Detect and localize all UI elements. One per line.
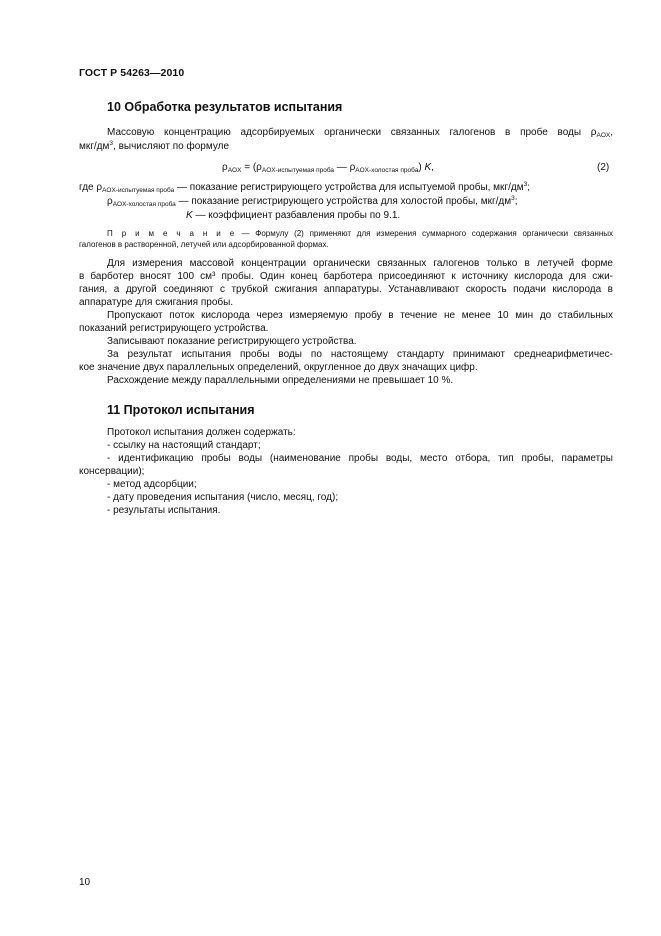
protocol-item-continuation: консервации); bbox=[79, 466, 145, 477]
page-number: 10 bbox=[79, 877, 91, 888]
para2-line-2: показаний регистрирующего устройства. bbox=[79, 323, 269, 334]
formula-number: (2) bbox=[597, 162, 610, 173]
section-11-title: 11 Протокол испытания bbox=[107, 403, 255, 417]
protocol-item: - метод адсорбции; bbox=[107, 479, 197, 490]
protocol-item: - ссылку на настоящий стандарт; bbox=[107, 440, 261, 451]
where-line-3: K — коэффициент разбавления пробы по 9.1. bbox=[186, 210, 401, 221]
section-10-title: 10 Обработка результатов испытания bbox=[107, 100, 343, 114]
protocol-intro: Протокол испытания должен содержать: bbox=[107, 427, 296, 438]
para5: Расхождение между параллельными определениями не превышает 10 %. bbox=[107, 375, 454, 386]
para4-line-2: кое значение двух параллельных определений, округленное до двух значащих цифр. bbox=[79, 362, 478, 373]
formula: $\rho_{AOX} = (\rho_{AOX-испытуемая проба}$ — $\rho_{AOX-холостая проба}$) K, bbox=[222, 162, 434, 174]
where-line-1: где $\rho_{AOX-испытуемая проба}$ — показание регистрирующего устройства для испытуемой пробы, мкг/$дм^3$; bbox=[79, 181, 530, 194]
protocol-item: - идентификацию пробы воды (наименование пробы воды, место отбора, тип пробы, параметры bbox=[107, 453, 613, 464]
para1-line-2: в барботер вносят 100 см³ пробы. Один конец барботера присоединяют к источнику кислорода для сжи- bbox=[79, 271, 613, 282]
para4-line-1: За результат испытания пробы воды по настоящему стандарту принимают среднеарифметичес- bbox=[107, 349, 613, 360]
document-header: ГОСТ Р 54263—2010 bbox=[79, 67, 185, 79]
intro-line-2: мкг/$дм^3$, вычисляют по формуле bbox=[79, 140, 230, 152]
protocol-item: - дату проведения испытания (число, месяц, год); bbox=[107, 492, 339, 503]
note-line-1: П р и м е ч а н и е — Формулу (2) применяют для измерения суммарного содержания органически связанных bbox=[107, 229, 613, 238]
note-line-2: галогенов в растворенной, летучей или адсорбированной формах. bbox=[79, 240, 329, 249]
para1-line-1: Для измерения массовой концентрации органически связанных галогенов только в летучей форме bbox=[107, 258, 613, 269]
para1-line-4: аппаратуре для сжигания пробы. bbox=[79, 297, 234, 308]
para1-line-3: гания, а другой соединяют с трубкой сжигания аппаратуры. Устанавливают скорость подачи кислорода в bbox=[79, 284, 613, 295]
where-line-2: $\rho_{AOX-холостая проба}$ — показание регистрирующего устройства для холостой пробы, мкг/$дм^3$; bbox=[107, 195, 518, 208]
para2-line-1: Пропускают поток кислорода через измеряемую пробу в течение не менее 10 мин до стабильных bbox=[107, 310, 613, 321]
protocol-item: - результаты испытания. bbox=[107, 505, 221, 516]
intro-line-1: Массовую концентрацию адсорбируемых органически связанных галогенов в пробе воды $\rho_{AOX}$, bbox=[107, 127, 613, 139]
para3: Записывают показание регистрирующего устройства. bbox=[107, 336, 357, 347]
